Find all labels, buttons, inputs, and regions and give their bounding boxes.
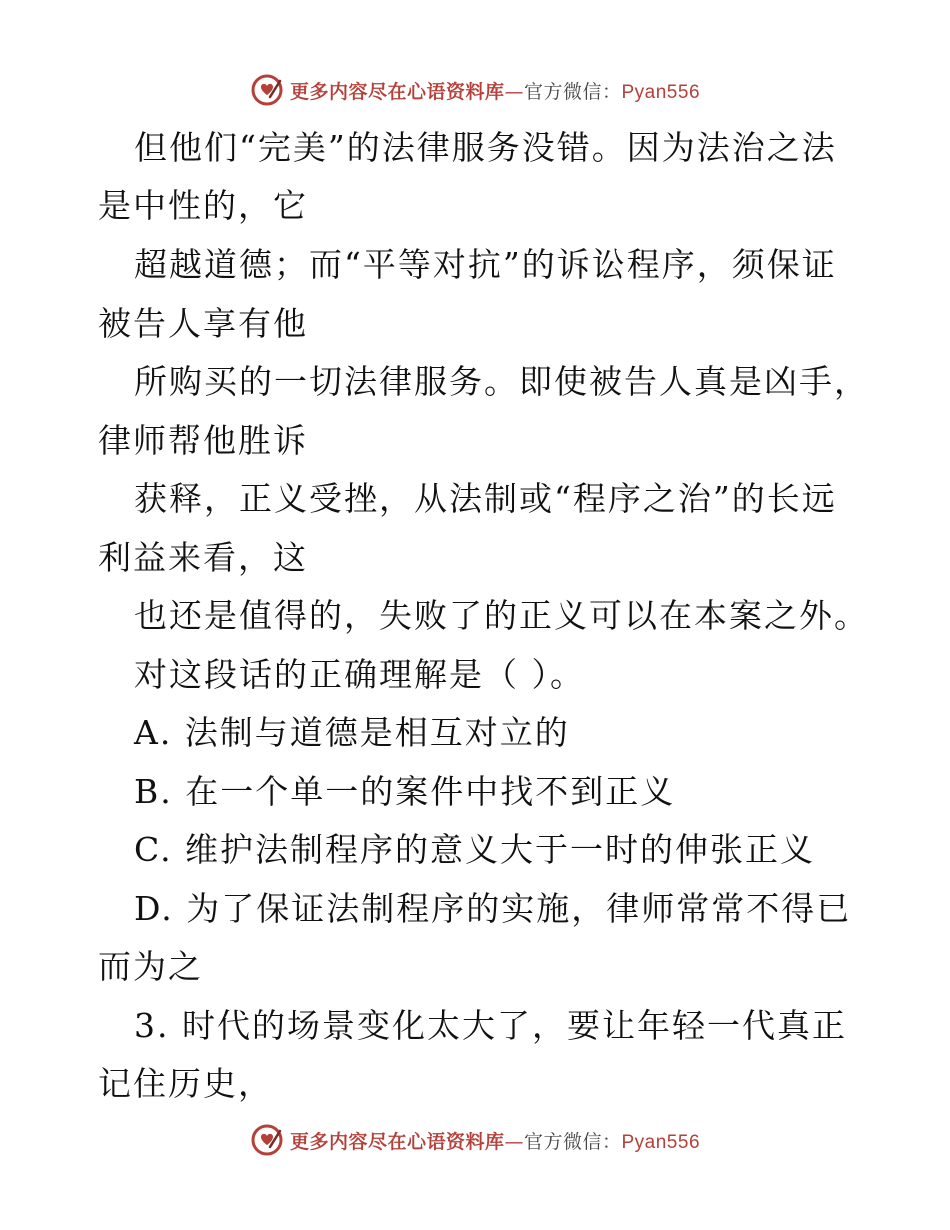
body-line: 是中性的，它: [98, 186, 308, 225]
question-stem: 对这段话的正确理解是（ ）。: [134, 655, 585, 694]
footer-banner-text: [290, 1127, 700, 1154]
header-wechat-id: Pyan556: [621, 81, 701, 103]
header-dash: —: [504, 80, 524, 103]
footer-banner: [0, 1120, 950, 1160]
body-line: 律师帮他胜诉: [98, 421, 308, 460]
header-brand: 更多内容尽在心语资料库: [289, 80, 505, 103]
option-b: B. 在一个单一的案件中找不到正义: [134, 772, 676, 811]
footer-wechat-id: Pyan556: [621, 1131, 701, 1153]
option-d: D. 为了保证法制程序的实施，律师常常不得已: [134, 889, 852, 928]
option-a: A. 法制与道德是相互对立的: [134, 713, 570, 752]
question-3-start: 3. 时代的场景变化太大了，要让年轻一代真正: [134, 1006, 847, 1045]
heart-pen-logo-icon: [250, 1123, 284, 1157]
header-wechat-label: 官方微信：: [523, 80, 622, 103]
body-line: 但他们“完美”的法律服务没错。因为法治之法: [134, 128, 837, 167]
body-line: 获释，正义受挫，从法制或“程序之治”的长远: [134, 479, 837, 518]
footer-dash: —: [504, 1130, 524, 1153]
body-line: 也还是值得的，失败了的正义可以在本案之外。: [134, 596, 869, 635]
body-line: 利益来看，这: [98, 538, 308, 577]
footer-wechat-label: 官方微信：: [523, 1130, 622, 1153]
body-line: 被告人享有他: [98, 304, 308, 343]
footer-brand: 更多内容尽在心语资料库: [289, 1130, 505, 1153]
body-line: 超越道德；而“平等对抗”的诉讼程序，须保证: [134, 245, 837, 284]
question-3-continuation: 记住历史，: [98, 1064, 273, 1103]
option-c: C. 维护法制程序的意义大于一时的伸张正义: [134, 830, 816, 869]
body-line: 所购买的一切法律服务。即使被告人真是凶手，: [134, 362, 869, 401]
option-d-continuation: 而为之: [98, 947, 203, 986]
